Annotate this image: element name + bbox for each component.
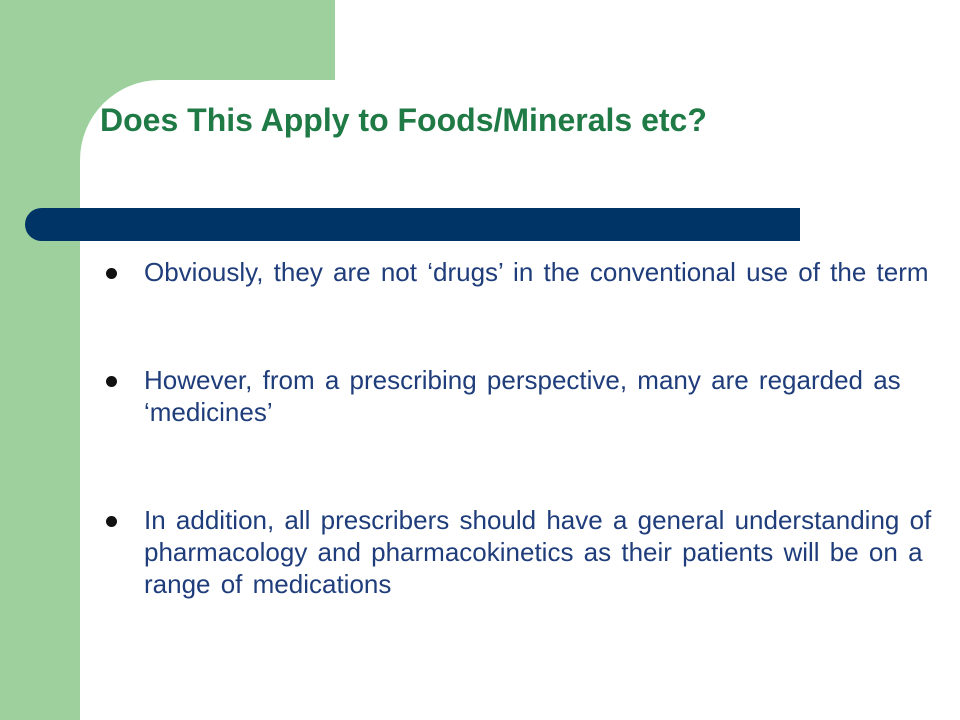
bullet-text: Obviously, they are not ‘drugs’ in the conventional use of the term <box>144 257 929 287</box>
bullet-text: However, from a prescribing perspective, many are regarded as ‘medicines’ <box>144 365 901 427</box>
bullet-dot-icon <box>106 268 117 279</box>
bullet-item <box>106 364 946 428</box>
bullet-list <box>106 256 946 600</box>
bullet-dot-icon <box>106 516 117 527</box>
slide-title: Does This Apply to Foods/Minerals etc? <box>100 102 707 138</box>
bullet-text: In addition, all prescribers should have a general understanding of pharmacology and pharmacokinetics as their patients will be on a range of medications <box>144 505 932 599</box>
title-divider-bar <box>25 208 800 241</box>
bullet-item <box>106 504 946 600</box>
bullet-dot-icon <box>106 376 117 387</box>
bullet-item <box>106 256 946 288</box>
